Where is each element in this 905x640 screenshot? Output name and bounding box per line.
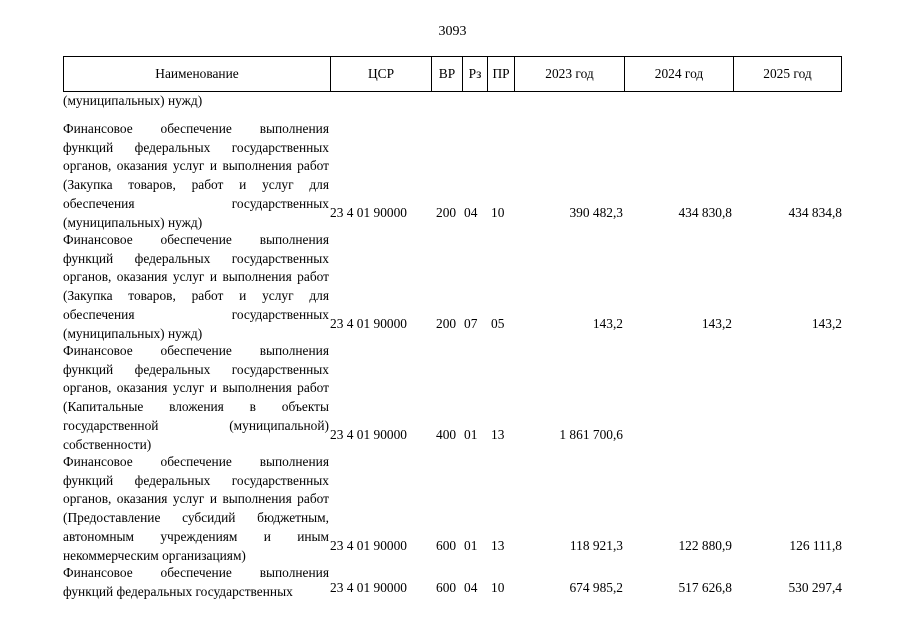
row-vr: 600 bbox=[436, 538, 457, 553]
row-pr: 05 bbox=[491, 316, 505, 331]
row-csr: 23 4 01 90000 bbox=[330, 316, 407, 331]
row-2025: 143,2 bbox=[811, 316, 842, 331]
header-2023: 2023 год bbox=[545, 66, 594, 81]
row-2023: 674 985,2 bbox=[569, 580, 623, 595]
row-pr: 13 bbox=[491, 427, 505, 442]
row-vr: 600 bbox=[436, 580, 457, 595]
row-vr: 200 bbox=[436, 205, 457, 220]
row-name: Финансовое обеспечение выполнения функций федеральных государственных органов, оказания услуг и выполнения работ (Капитальные вложения в объекты государственной (муниципальной) собственности) bbox=[63, 343, 329, 452]
header-vr: ВР bbox=[438, 66, 456, 81]
row-2024: 122 880,9 bbox=[678, 538, 732, 553]
row-2025: 434 834,8 bbox=[788, 205, 842, 220]
row-2024: 434 830,8 bbox=[678, 205, 732, 220]
table-row bbox=[63, 453, 842, 565]
row-name: Финансовое обеспечение выполнения функций федеральных государственных органов, оказания услуг и выполнения работ (Закупка товаров, работ и услуг для обеспечения государственных (муниципальных) нужд) bbox=[63, 121, 329, 230]
row-pr: 10 bbox=[491, 205, 505, 220]
row-2023: 143,2 bbox=[592, 316, 623, 331]
row-rz: 01 bbox=[464, 427, 478, 442]
row-2023: 1 861 700,6 bbox=[559, 427, 623, 442]
page-number: 3093 bbox=[438, 24, 467, 39]
header-csr: ЦСР bbox=[367, 66, 395, 81]
row-rz: 01 bbox=[464, 538, 478, 553]
row-2025: 126 111,8 bbox=[789, 538, 842, 553]
row-2025: 530 297,4 bbox=[788, 580, 842, 595]
row-vr: 200 bbox=[436, 316, 457, 331]
row-pr: 10 bbox=[491, 580, 505, 595]
header-name: Наименование bbox=[155, 66, 239, 81]
row-csr: 23 4 01 90000 bbox=[330, 538, 407, 553]
table-header bbox=[63, 56, 842, 92]
row-rz: 04 bbox=[464, 205, 478, 220]
row-2024: 143,2 bbox=[701, 316, 732, 331]
row-name: (муниципальных) нужд) bbox=[63, 93, 203, 108]
row-2023: 390 482,3 bbox=[569, 205, 623, 220]
row-rz: 04 bbox=[464, 580, 478, 595]
row-pr: 13 bbox=[491, 538, 505, 553]
row-2024: 517 626,8 bbox=[678, 580, 732, 595]
row-csr: 23 4 01 90000 bbox=[330, 205, 407, 220]
header-rz: Рз bbox=[468, 66, 482, 81]
table-row bbox=[63, 120, 842, 232]
row-2023: 118 921,3 bbox=[569, 538, 623, 553]
row-name: Финансовое обеспечение выполнения функций федеральных государственных bbox=[63, 565, 329, 599]
row-name: Финансовое обеспечение выполнения функций федеральных государственных органов, оказания услуг и выполнения работ (Предоставление субсидий бюджетным, автономным учреждениям и иным некоммерческим организациям) bbox=[63, 454, 329, 563]
row-name: Финансовое обеспечение выполнения функций федеральных государственных органов, оказания услуг и выполнения работ (Закупка товаров, работ и услуг для обеспечения государственных (муниципальных) нужд) bbox=[63, 232, 329, 341]
table-row bbox=[63, 231, 842, 343]
row-csr: 23 4 01 90000 bbox=[330, 427, 407, 442]
row-vr: 400 bbox=[436, 427, 457, 442]
header-2025: 2025 год bbox=[763, 66, 812, 81]
header-pr: ПР bbox=[492, 66, 510, 81]
row-csr: 23 4 01 90000 bbox=[330, 580, 407, 595]
table-row bbox=[63, 342, 842, 454]
table-row bbox=[63, 92, 842, 111]
row-rz: 07 bbox=[464, 316, 478, 331]
table-row bbox=[63, 564, 842, 602]
header-2024: 2024 год bbox=[654, 66, 704, 81]
